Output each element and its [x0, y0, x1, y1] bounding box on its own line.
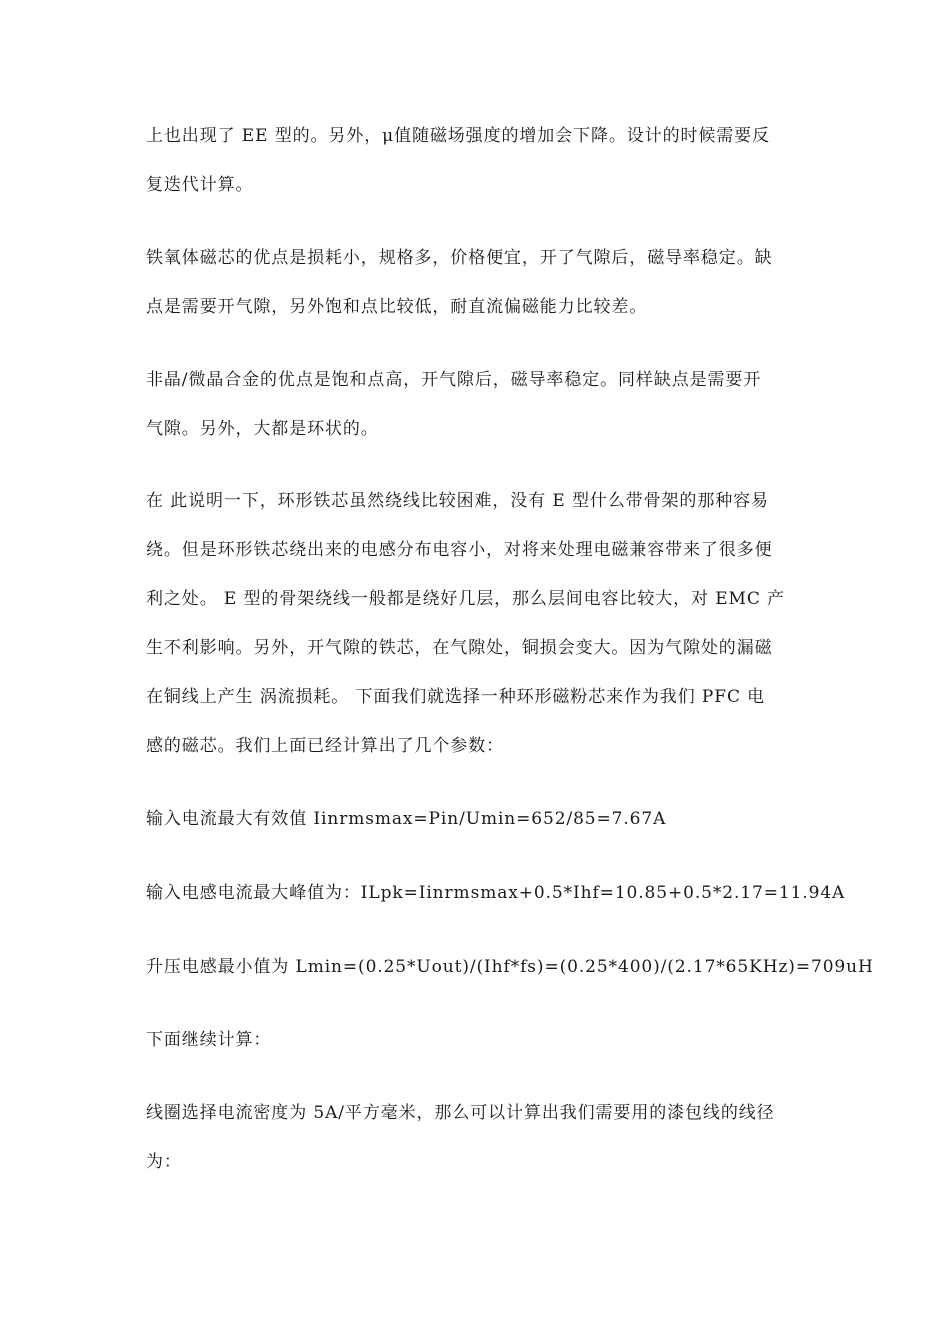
- text-line: 复迭代计算。: [146, 175, 254, 195]
- formula-peak-inductor-current: [146, 869, 846, 918]
- paragraph-eecore-note: [146, 112, 811, 210]
- text-line: 升压电感最小值为 Lmin=(0.25*Uout)/(Ihf*fs)=(0.25*400)/(2.17*65KHz)=709uH: [146, 957, 874, 977]
- text-line: 感的磁芯。我们上面已经计算出了几个参数：: [146, 736, 504, 756]
- text-line: 下面继续计算：: [146, 1030, 272, 1050]
- formula-input-rms-current: [146, 795, 811, 844]
- text-line: 利之处。 E 型的骨架绕线一般都是绕好几层，那么层间电容比较大，对 EMC 产: [146, 589, 785, 609]
- text-line: 上也出现了 EE 型的。另外，μ值随磁场强度的增加会下降。设计的时候需要反: [146, 126, 770, 146]
- text-line: 非晶/微晶合金的优点是饱和点高，开气隙后，磁导率稳定。同样缺点是需要开: [146, 370, 762, 390]
- text-line: 线圈选择电流密度为 5A/平方毫米，那么可以计算出我们需要用的漆包线的线径: [146, 1103, 775, 1123]
- paragraph-wire-diameter: [146, 1089, 811, 1187]
- text-line: 生不利影响。另外，开气隙的铁芯，在气隙处，铜损会变大。因为气隙处的漏磁: [146, 638, 773, 658]
- text-line: 点是需要开气隙，另外饱和点比较低，耐直流偏磁能力比较差。: [146, 297, 648, 317]
- text-line: 气隙。另外，大都是环状的。: [146, 419, 379, 439]
- paragraph-continue: [146, 1016, 811, 1065]
- text-line: 绕。但是环形铁芯绕出来的电感分布电容小，对将来处理电磁兼容带来了很多便: [146, 540, 773, 560]
- formula-min-inductance: [146, 943, 874, 992]
- text-line: 为：: [146, 1152, 182, 1172]
- text-line: 铁氧体磁芯的优点是损耗小，规格多，价格便宜，开了气隙后，磁导率稳定。缺: [146, 248, 773, 268]
- text-line: 输入电流最大有效值 Iinrmsmax=Pin/Umin=652/85=7.67A: [146, 809, 667, 829]
- text-line: 输入电感电流最大峰值为：ILpk=Iinrmsmax+0.5*Ihf=10.85+0.5*2.17=11.94A: [146, 883, 846, 903]
- text-line: 在 此说明一下，环形铁芯虽然绕线比较困难，没有 E 型什么带骨架的那种容易: [146, 491, 769, 511]
- paragraph-toroid-explanation: [146, 477, 811, 771]
- text-line: 在铜线上产生 涡流损耗。 下面我们就选择一种环形磁粉芯来作为我们 PFC 电: [146, 687, 766, 707]
- paragraph-ferrite-core: [146, 234, 811, 332]
- paragraph-amorphous-alloy: [146, 356, 811, 454]
